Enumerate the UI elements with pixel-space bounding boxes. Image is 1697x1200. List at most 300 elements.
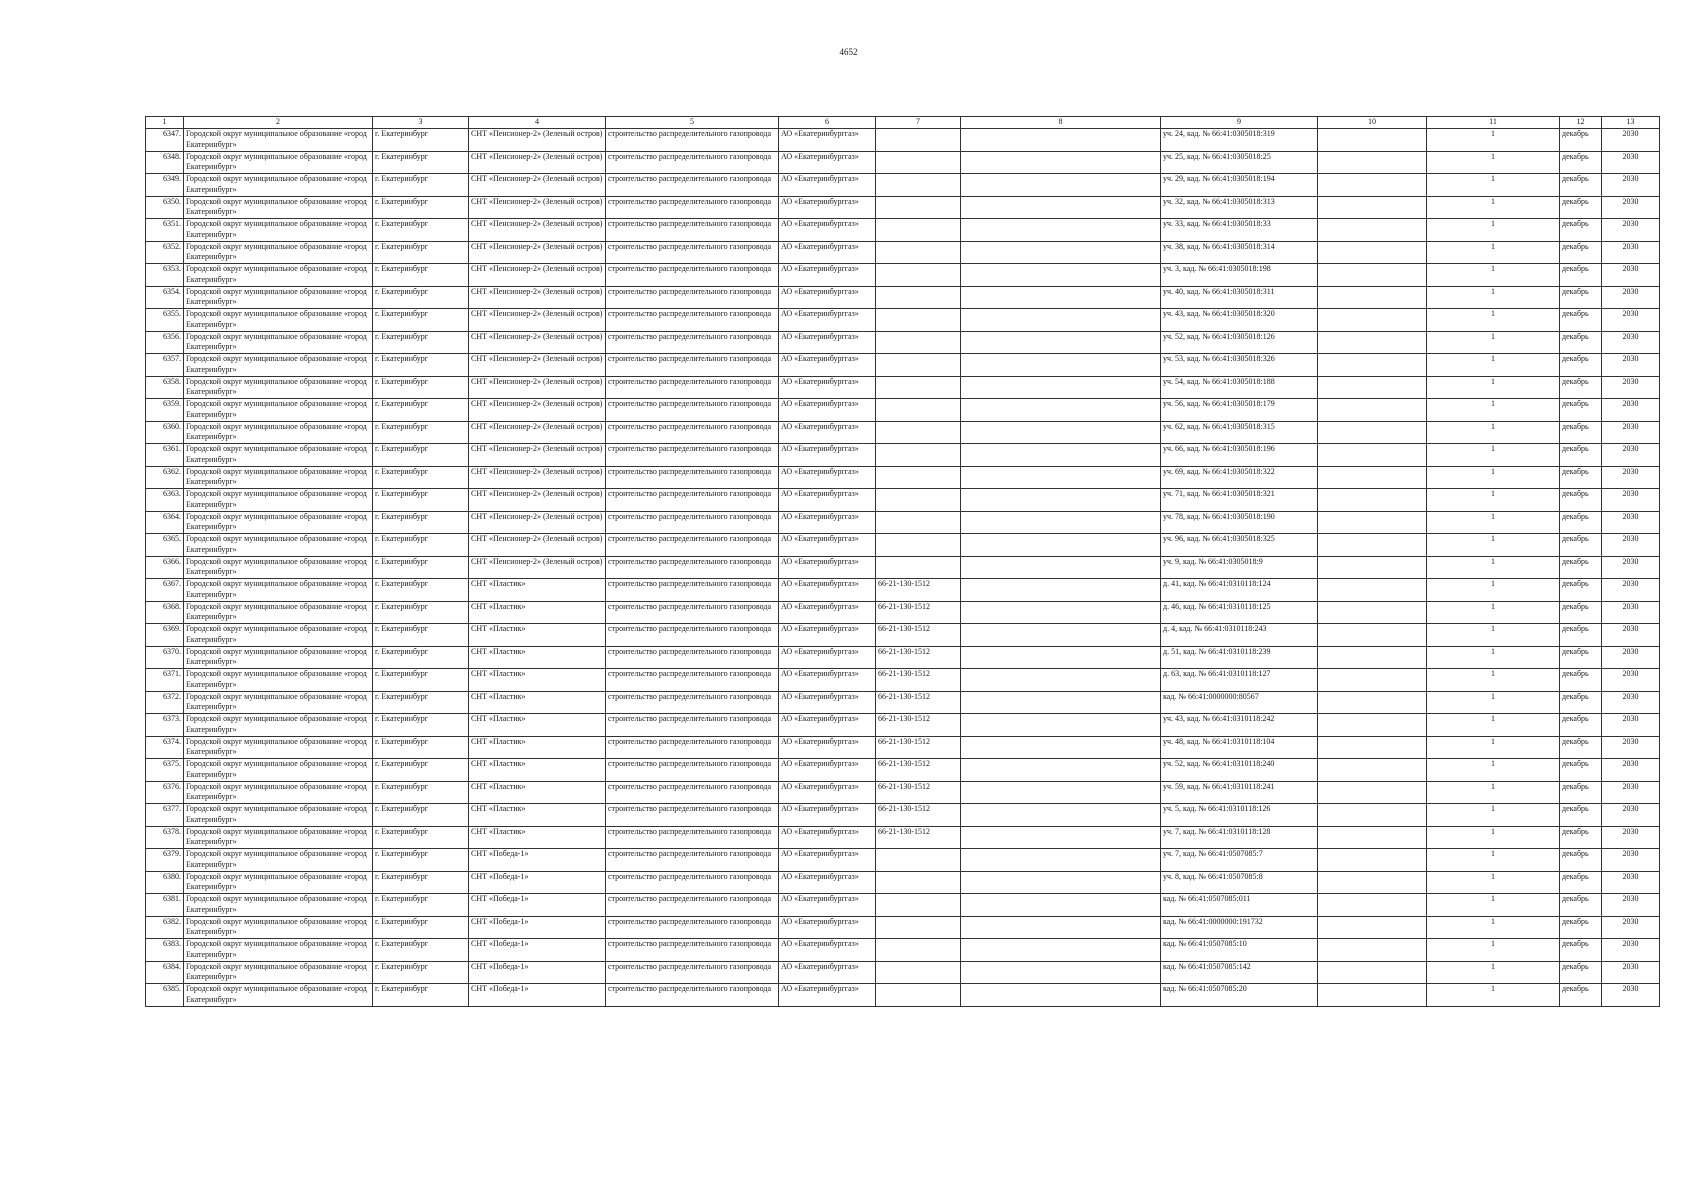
column-header: 3 bbox=[373, 117, 469, 129]
cell-n: 6352. bbox=[146, 241, 184, 264]
cell-month: декабрь bbox=[1560, 849, 1602, 872]
cell-place: СНТ «Пенсионер-2» (Зеленый остров) bbox=[469, 331, 606, 354]
cell-month: декабрь bbox=[1560, 804, 1602, 827]
cell-city: г. Екатеринбург bbox=[373, 961, 469, 984]
cell-c8 bbox=[961, 984, 1161, 1007]
cell-year: 2030 bbox=[1602, 961, 1660, 984]
cell-org: АО «Екатеринбурггаз» bbox=[779, 376, 876, 399]
cell-city: г. Екатеринбург bbox=[373, 151, 469, 174]
cell-month: декабрь bbox=[1560, 601, 1602, 624]
cell-qty: 1 bbox=[1427, 826, 1560, 849]
cell-addr: д. 46, кад. № 66:41:0310118:125 bbox=[1161, 601, 1318, 624]
cell-c10 bbox=[1318, 286, 1427, 309]
cell-c8 bbox=[961, 759, 1161, 782]
cell-org: АО «Екатеринбурггаз» bbox=[779, 331, 876, 354]
table-row bbox=[146, 804, 1660, 827]
cell-city: г. Екатеринбург bbox=[373, 624, 469, 647]
cell-city: г. Екатеринбург bbox=[373, 984, 469, 1007]
cell-c8 bbox=[961, 444, 1161, 467]
cell-n: 6350. bbox=[146, 196, 184, 219]
cell-year: 2030 bbox=[1602, 669, 1660, 692]
cell-place: СНТ «Пенсионер-2» (Зеленый остров) bbox=[469, 241, 606, 264]
cell-c8 bbox=[961, 579, 1161, 602]
cell-n: 6382. bbox=[146, 916, 184, 939]
cell-work: строительство распределительного газопровода bbox=[606, 826, 779, 849]
column-header: 10 bbox=[1318, 117, 1427, 129]
cell-mo: Городской округ муниципальное образование «город Екатеринбург» bbox=[184, 984, 373, 1007]
cell-addr: д. 4, кад. № 66:41:0310118:243 bbox=[1161, 624, 1318, 647]
cell-c10 bbox=[1318, 804, 1427, 827]
cell-c8 bbox=[961, 511, 1161, 534]
cell-n: 6362. bbox=[146, 466, 184, 489]
cell-place: СНТ «Пластик» bbox=[469, 601, 606, 624]
cell-c7: 66-21-130-1512 bbox=[876, 579, 961, 602]
cell-org: АО «Екатеринбурггаз» bbox=[779, 871, 876, 894]
cell-year: 2030 bbox=[1602, 646, 1660, 669]
cell-city: г. Екатеринбург bbox=[373, 241, 469, 264]
cell-city: г. Екатеринбург bbox=[373, 444, 469, 467]
cell-n: 6378. bbox=[146, 826, 184, 849]
cell-qty: 1 bbox=[1427, 579, 1560, 602]
cell-org: АО «Екатеринбурггаз» bbox=[779, 714, 876, 737]
cell-work: строительство распределительного газопровода bbox=[606, 871, 779, 894]
cell-month: декабрь bbox=[1560, 331, 1602, 354]
cell-qty: 1 bbox=[1427, 466, 1560, 489]
cell-city: г. Екатеринбург bbox=[373, 534, 469, 557]
cell-place: СНТ «Пластик» bbox=[469, 804, 606, 827]
cell-work: строительство распределительного газопровода bbox=[606, 421, 779, 444]
cell-addr: уч. 5, кад. № 66:41:0310118:126 bbox=[1161, 804, 1318, 827]
cell-c7 bbox=[876, 466, 961, 489]
cell-mo: Городской округ муниципальное образование «город Екатеринбург» bbox=[184, 714, 373, 737]
cell-place: СНТ «Пенсионер-2» (Зеленый остров) bbox=[469, 129, 606, 152]
cell-addr: уч. 69, кад. № 66:41:0305018:322 bbox=[1161, 466, 1318, 489]
cell-city: г. Екатеринбург bbox=[373, 174, 469, 197]
cell-year: 2030 bbox=[1602, 219, 1660, 242]
cell-mo: Городской округ муниципальное образование «город Екатеринбург» bbox=[184, 849, 373, 872]
cell-city: г. Екатеринбург bbox=[373, 916, 469, 939]
cell-c7 bbox=[876, 151, 961, 174]
cell-year: 2030 bbox=[1602, 871, 1660, 894]
cell-c7: 66-21-130-1512 bbox=[876, 601, 961, 624]
table-row bbox=[146, 174, 1660, 197]
cell-c8 bbox=[961, 804, 1161, 827]
cell-work: строительство распределительного газопровода bbox=[606, 534, 779, 557]
cell-place: СНТ «Пенсионер-2» (Зеленый остров) bbox=[469, 489, 606, 512]
cell-n: 6383. bbox=[146, 939, 184, 962]
cell-city: г. Екатеринбург bbox=[373, 219, 469, 242]
cell-c7 bbox=[876, 489, 961, 512]
table-row bbox=[146, 354, 1660, 377]
cell-c8 bbox=[961, 624, 1161, 647]
cell-addr: уч. 7, кад. № 66:41:0507085:7 bbox=[1161, 849, 1318, 872]
cell-city: г. Екатеринбург bbox=[373, 309, 469, 332]
cell-c8 bbox=[961, 376, 1161, 399]
cell-c7 bbox=[876, 939, 961, 962]
column-header: 9 bbox=[1161, 117, 1318, 129]
cell-mo: Городской округ муниципальное образование «город Екатеринбург» bbox=[184, 646, 373, 669]
cell-place: СНТ «Пенсионер-2» (Зеленый остров) bbox=[469, 309, 606, 332]
cell-org: АО «Екатеринбурггаз» bbox=[779, 804, 876, 827]
cell-c8 bbox=[961, 646, 1161, 669]
cell-c7: 66-21-130-1512 bbox=[876, 669, 961, 692]
cell-c10 bbox=[1318, 781, 1427, 804]
cell-place: СНТ «Победа-1» bbox=[469, 939, 606, 962]
cell-qty: 1 bbox=[1427, 264, 1560, 287]
cell-mo: Городской округ муниципальное образование «город Екатеринбург» bbox=[184, 804, 373, 827]
cell-org: АО «Екатеринбурггаз» bbox=[779, 174, 876, 197]
cell-c10 bbox=[1318, 241, 1427, 264]
cell-addr: уч. 7, кад. № 66:41:0310118:128 bbox=[1161, 826, 1318, 849]
cell-c10 bbox=[1318, 894, 1427, 917]
cell-n: 6358. bbox=[146, 376, 184, 399]
cell-year: 2030 bbox=[1602, 556, 1660, 579]
cell-work: строительство распределительного газопровода bbox=[606, 219, 779, 242]
cell-org: АО «Екатеринбурггаз» bbox=[779, 286, 876, 309]
cell-place: СНТ «Пластик» bbox=[469, 826, 606, 849]
cell-place: СНТ «Пластик» bbox=[469, 691, 606, 714]
cell-c10 bbox=[1318, 714, 1427, 737]
cell-qty: 1 bbox=[1427, 556, 1560, 579]
cell-month: декабрь bbox=[1560, 984, 1602, 1007]
cell-c7 bbox=[876, 376, 961, 399]
cell-place: СНТ «Пенсионер-2» (Зеленый остров) bbox=[469, 264, 606, 287]
cell-addr: уч. 52, кад. № 66:41:0310118:240 bbox=[1161, 759, 1318, 782]
cell-addr: кад. № 66:41:0507085:20 bbox=[1161, 984, 1318, 1007]
page-number: 4652 bbox=[839, 47, 858, 57]
cell-n: 6360. bbox=[146, 421, 184, 444]
cell-qty: 1 bbox=[1427, 849, 1560, 872]
cell-city: г. Екатеринбург bbox=[373, 736, 469, 759]
cell-n: 6354. bbox=[146, 286, 184, 309]
cell-c10 bbox=[1318, 916, 1427, 939]
cell-c10 bbox=[1318, 421, 1427, 444]
cell-qty: 1 bbox=[1427, 489, 1560, 512]
cell-month: декабрь bbox=[1560, 826, 1602, 849]
cell-year: 2030 bbox=[1602, 939, 1660, 962]
cell-work: строительство распределительного газопровода bbox=[606, 309, 779, 332]
cell-city: г. Екатеринбург bbox=[373, 759, 469, 782]
cell-mo: Городской округ муниципальное образование «город Екатеринбург» bbox=[184, 759, 373, 782]
column-header: 1 bbox=[146, 117, 184, 129]
cell-org: АО «Екатеринбурггаз» bbox=[779, 151, 876, 174]
cell-mo: Городской округ муниципальное образование «город Екатеринбург» bbox=[184, 399, 373, 422]
table-row bbox=[146, 489, 1660, 512]
cell-c7 bbox=[876, 219, 961, 242]
cell-qty: 1 bbox=[1427, 759, 1560, 782]
cell-org: АО «Екатеринбурггаз» bbox=[779, 939, 876, 962]
cell-work: строительство распределительного газопровода bbox=[606, 849, 779, 872]
cell-addr: уч. 3, кад. № 66:41:0305018:198 bbox=[1161, 264, 1318, 287]
cell-year: 2030 bbox=[1602, 804, 1660, 827]
cell-mo: Городской округ муниципальное образование «город Екатеринбург» bbox=[184, 894, 373, 917]
table-row bbox=[146, 849, 1660, 872]
cell-qty: 1 bbox=[1427, 804, 1560, 827]
cell-addr: уч. 43, кад. № 66:41:0310118:242 bbox=[1161, 714, 1318, 737]
cell-work: строительство распределительного газопровода bbox=[606, 961, 779, 984]
cell-month: декабрь bbox=[1560, 376, 1602, 399]
cell-c7 bbox=[876, 421, 961, 444]
cell-c7 bbox=[876, 129, 961, 152]
cell-qty: 1 bbox=[1427, 174, 1560, 197]
cell-addr: уч. 33, кад. № 66:41:0305018:33 bbox=[1161, 219, 1318, 242]
cell-c7 bbox=[876, 916, 961, 939]
cell-city: г. Екатеринбург bbox=[373, 646, 469, 669]
cell-org: АО «Екатеринбурггаз» bbox=[779, 309, 876, 332]
cell-mo: Городской округ муниципальное образование «город Екатеринбург» bbox=[184, 129, 373, 152]
cell-c7: 66-21-130-1512 bbox=[876, 759, 961, 782]
cell-c8 bbox=[961, 781, 1161, 804]
cell-addr: д. 41, кад. № 66:41:0310118:124 bbox=[1161, 579, 1318, 602]
cell-year: 2030 bbox=[1602, 624, 1660, 647]
cell-n: 6367. bbox=[146, 579, 184, 602]
cell-month: декабрь bbox=[1560, 174, 1602, 197]
cell-n: 6380. bbox=[146, 871, 184, 894]
cell-mo: Городской округ муниципальное образование «город Екатеринбург» bbox=[184, 669, 373, 692]
cell-addr: уч. 8, кад. № 66:41:0507085:8 bbox=[1161, 871, 1318, 894]
cell-work: строительство распределительного газопровода bbox=[606, 241, 779, 264]
cell-n: 6368. bbox=[146, 601, 184, 624]
cell-org: АО «Екатеринбурггаз» bbox=[779, 691, 876, 714]
cell-month: декабрь bbox=[1560, 916, 1602, 939]
cell-c7: 66-21-130-1512 bbox=[876, 826, 961, 849]
table-row bbox=[146, 219, 1660, 242]
cell-n: 6356. bbox=[146, 331, 184, 354]
cell-year: 2030 bbox=[1602, 534, 1660, 557]
cell-c10 bbox=[1318, 871, 1427, 894]
cell-c7 bbox=[876, 444, 961, 467]
cell-month: декабрь bbox=[1560, 736, 1602, 759]
cell-place: СНТ «Пенсионер-2» (Зеленый остров) bbox=[469, 151, 606, 174]
cell-work: строительство распределительного газопровода bbox=[606, 759, 779, 782]
cell-c10 bbox=[1318, 399, 1427, 422]
cell-addr: уч. 59, кад. № 66:41:0310118:241 bbox=[1161, 781, 1318, 804]
cell-n: 6355. bbox=[146, 309, 184, 332]
cell-c7 bbox=[876, 354, 961, 377]
cell-place: СНТ «Пластик» bbox=[469, 669, 606, 692]
column-header: 5 bbox=[606, 117, 779, 129]
table-row bbox=[146, 871, 1660, 894]
cell-month: декабрь bbox=[1560, 624, 1602, 647]
cell-addr: кад. № 66:41:0507085:142 bbox=[1161, 961, 1318, 984]
cell-org: АО «Екатеринбурггаз» bbox=[779, 601, 876, 624]
cell-work: строительство распределительного газопровода bbox=[606, 174, 779, 197]
cell-org: АО «Екатеринбурггаз» bbox=[779, 916, 876, 939]
cell-addr: уч. 54, кад. № 66:41:0305018:188 bbox=[1161, 376, 1318, 399]
cell-addr: д. 63, кад. № 66:41:0310118:127 bbox=[1161, 669, 1318, 692]
table-row bbox=[146, 894, 1660, 917]
cell-org: АО «Екатеринбурггаз» bbox=[779, 241, 876, 264]
cell-c8 bbox=[961, 534, 1161, 557]
cell-n: 6371. bbox=[146, 669, 184, 692]
cell-org: АО «Екатеринбурггаз» bbox=[779, 421, 876, 444]
cell-c7 bbox=[876, 961, 961, 984]
cell-city: г. Екатеринбург bbox=[373, 826, 469, 849]
cell-year: 2030 bbox=[1602, 984, 1660, 1007]
cell-c10 bbox=[1318, 646, 1427, 669]
cell-place: СНТ «Пенсионер-2» (Зеленый остров) bbox=[469, 196, 606, 219]
cell-org: АО «Екатеринбурггаз» bbox=[779, 511, 876, 534]
cell-org: АО «Екатеринбурггаз» bbox=[779, 894, 876, 917]
cell-mo: Городской округ муниципальное образование «город Екатеринбург» bbox=[184, 376, 373, 399]
cell-c10 bbox=[1318, 759, 1427, 782]
cell-c8 bbox=[961, 241, 1161, 264]
cell-year: 2030 bbox=[1602, 894, 1660, 917]
cell-n: 6348. bbox=[146, 151, 184, 174]
cell-month: декабрь bbox=[1560, 286, 1602, 309]
cell-c10 bbox=[1318, 196, 1427, 219]
cell-work: строительство распределительного газопровода bbox=[606, 804, 779, 827]
cell-work: строительство распределительного газопровода bbox=[606, 376, 779, 399]
cell-mo: Городской округ муниципальное образование «город Екатеринбург» bbox=[184, 939, 373, 962]
cell-work: строительство распределительного газопровода bbox=[606, 196, 779, 219]
cell-place: СНТ «Пенсионер-2» (Зеленый остров) bbox=[469, 511, 606, 534]
cell-mo: Городской округ муниципальное образование «город Екатеринбург» bbox=[184, 286, 373, 309]
cell-addr: уч. 24, кад. № 66:41:0305018:319 bbox=[1161, 129, 1318, 152]
cell-qty: 1 bbox=[1427, 984, 1560, 1007]
cell-c8 bbox=[961, 421, 1161, 444]
cell-c7 bbox=[876, 399, 961, 422]
cell-c8 bbox=[961, 129, 1161, 152]
cell-year: 2030 bbox=[1602, 399, 1660, 422]
cell-year: 2030 bbox=[1602, 421, 1660, 444]
cell-addr: кад. № 66:41:0507085:10 bbox=[1161, 939, 1318, 962]
cell-n: 6369. bbox=[146, 624, 184, 647]
cell-year: 2030 bbox=[1602, 174, 1660, 197]
cell-work: строительство распределительного газопровода bbox=[606, 714, 779, 737]
cell-place: СНТ «Пенсионер-2» (Зеленый остров) bbox=[469, 376, 606, 399]
cell-c7 bbox=[876, 556, 961, 579]
cell-c10 bbox=[1318, 601, 1427, 624]
cell-work: строительство распределительного газопровода bbox=[606, 444, 779, 467]
cell-n: 6373. bbox=[146, 714, 184, 737]
cell-place: СНТ «Пластик» bbox=[469, 714, 606, 737]
table-row bbox=[146, 579, 1660, 602]
cell-qty: 1 bbox=[1427, 534, 1560, 557]
cell-c10 bbox=[1318, 309, 1427, 332]
cell-place: СНТ «Пенсионер-2» (Зеленый остров) bbox=[469, 466, 606, 489]
cell-mo: Городской округ муниципальное образование «город Екатеринбург» bbox=[184, 421, 373, 444]
cell-city: г. Екатеринбург bbox=[373, 376, 469, 399]
table-body bbox=[146, 129, 1660, 1007]
column-header: 13 bbox=[1602, 117, 1660, 129]
cell-place: СНТ «Пенсионер-2» (Зеленый остров) bbox=[469, 174, 606, 197]
cell-n: 6381. bbox=[146, 894, 184, 917]
cell-mo: Городской округ муниципальное образование «город Екатеринбург» bbox=[184, 601, 373, 624]
cell-city: г. Екатеринбург bbox=[373, 556, 469, 579]
cell-c10 bbox=[1318, 534, 1427, 557]
cell-n: 6376. bbox=[146, 781, 184, 804]
table-row bbox=[146, 466, 1660, 489]
table-row bbox=[146, 781, 1660, 804]
cell-year: 2030 bbox=[1602, 714, 1660, 737]
cell-org: АО «Екатеринбурггаз» bbox=[779, 399, 876, 422]
cell-work: строительство распределительного газопровода bbox=[606, 916, 779, 939]
cell-city: г. Екатеринбург bbox=[373, 849, 469, 872]
cell-city: г. Екатеринбург bbox=[373, 894, 469, 917]
cell-addr: кад. № 66:41:0507085:011 bbox=[1161, 894, 1318, 917]
cell-place: СНТ «Пенсионер-2» (Зеленый остров) bbox=[469, 354, 606, 377]
cell-c7 bbox=[876, 241, 961, 264]
cell-c10 bbox=[1318, 174, 1427, 197]
cell-year: 2030 bbox=[1602, 286, 1660, 309]
cell-city: г. Екатеринбург bbox=[373, 714, 469, 737]
cell-year: 2030 bbox=[1602, 759, 1660, 782]
cell-org: АО «Екатеринбурггаз» bbox=[779, 849, 876, 872]
cell-c10 bbox=[1318, 376, 1427, 399]
cell-addr: д. 51, кад. № 66:41:0310118:239 bbox=[1161, 646, 1318, 669]
cell-c7: 66-21-130-1512 bbox=[876, 736, 961, 759]
cell-c10 bbox=[1318, 691, 1427, 714]
cell-month: декабрь bbox=[1560, 196, 1602, 219]
cell-month: декабрь bbox=[1560, 939, 1602, 962]
table-row bbox=[146, 444, 1660, 467]
cell-city: г. Екатеринбург bbox=[373, 601, 469, 624]
cell-city: г. Екатеринбург bbox=[373, 579, 469, 602]
cell-city: г. Екатеринбург bbox=[373, 781, 469, 804]
cell-mo: Городской округ муниципальное образование «город Екатеринбург» bbox=[184, 219, 373, 242]
cell-c10 bbox=[1318, 939, 1427, 962]
cell-month: декабрь bbox=[1560, 354, 1602, 377]
cell-addr: уч. 43, кад. № 66:41:0305018:320 bbox=[1161, 309, 1318, 332]
cell-month: декабрь bbox=[1560, 489, 1602, 512]
cell-qty: 1 bbox=[1427, 219, 1560, 242]
cell-org: АО «Екатеринбурггаз» bbox=[779, 556, 876, 579]
table-row bbox=[146, 196, 1660, 219]
cell-c8 bbox=[961, 331, 1161, 354]
cell-month: декабрь bbox=[1560, 264, 1602, 287]
cell-work: строительство распределительного газопровода bbox=[606, 579, 779, 602]
column-header: 12 bbox=[1560, 117, 1602, 129]
cell-year: 2030 bbox=[1602, 489, 1660, 512]
cell-work: строительство распределительного газопровода bbox=[606, 984, 779, 1007]
cell-month: декабрь bbox=[1560, 444, 1602, 467]
table-row bbox=[146, 984, 1660, 1007]
cell-c10 bbox=[1318, 331, 1427, 354]
cell-org: АО «Екатеринбурггаз» bbox=[779, 489, 876, 512]
cell-c7 bbox=[876, 331, 961, 354]
cell-mo: Городской округ муниципальное образование «город Екатеринбург» bbox=[184, 961, 373, 984]
cell-year: 2030 bbox=[1602, 466, 1660, 489]
cell-c10 bbox=[1318, 556, 1427, 579]
cell-work: строительство распределительного газопровода bbox=[606, 939, 779, 962]
cell-mo: Городской округ муниципальное образование «город Екатеринбург» bbox=[184, 624, 373, 647]
cell-c8 bbox=[961, 556, 1161, 579]
cell-n: 6372. bbox=[146, 691, 184, 714]
cell-c10 bbox=[1318, 489, 1427, 512]
cell-org: АО «Екатеринбурггаз» bbox=[779, 264, 876, 287]
cell-qty: 1 bbox=[1427, 894, 1560, 917]
cell-n: 6374. bbox=[146, 736, 184, 759]
table-row bbox=[146, 736, 1660, 759]
cell-qty: 1 bbox=[1427, 444, 1560, 467]
cell-qty: 1 bbox=[1427, 196, 1560, 219]
cell-qty: 1 bbox=[1427, 669, 1560, 692]
cell-place: СНТ «Пластик» bbox=[469, 624, 606, 647]
cell-n: 6363. bbox=[146, 489, 184, 512]
table-row bbox=[146, 939, 1660, 962]
cell-year: 2030 bbox=[1602, 511, 1660, 534]
cell-mo: Городской округ муниципальное образование «город Екатеринбург» bbox=[184, 331, 373, 354]
cell-mo: Городской округ муниципальное образование «город Екатеринбург» bbox=[184, 781, 373, 804]
column-header: 6 bbox=[779, 117, 876, 129]
table-row bbox=[146, 511, 1660, 534]
cell-mo: Городской округ муниципальное образование «город Екатеринбург» bbox=[184, 534, 373, 557]
cell-place: СНТ «Пластик» bbox=[469, 781, 606, 804]
cell-qty: 1 bbox=[1427, 511, 1560, 534]
cell-qty: 1 bbox=[1427, 646, 1560, 669]
table-row bbox=[146, 129, 1660, 152]
